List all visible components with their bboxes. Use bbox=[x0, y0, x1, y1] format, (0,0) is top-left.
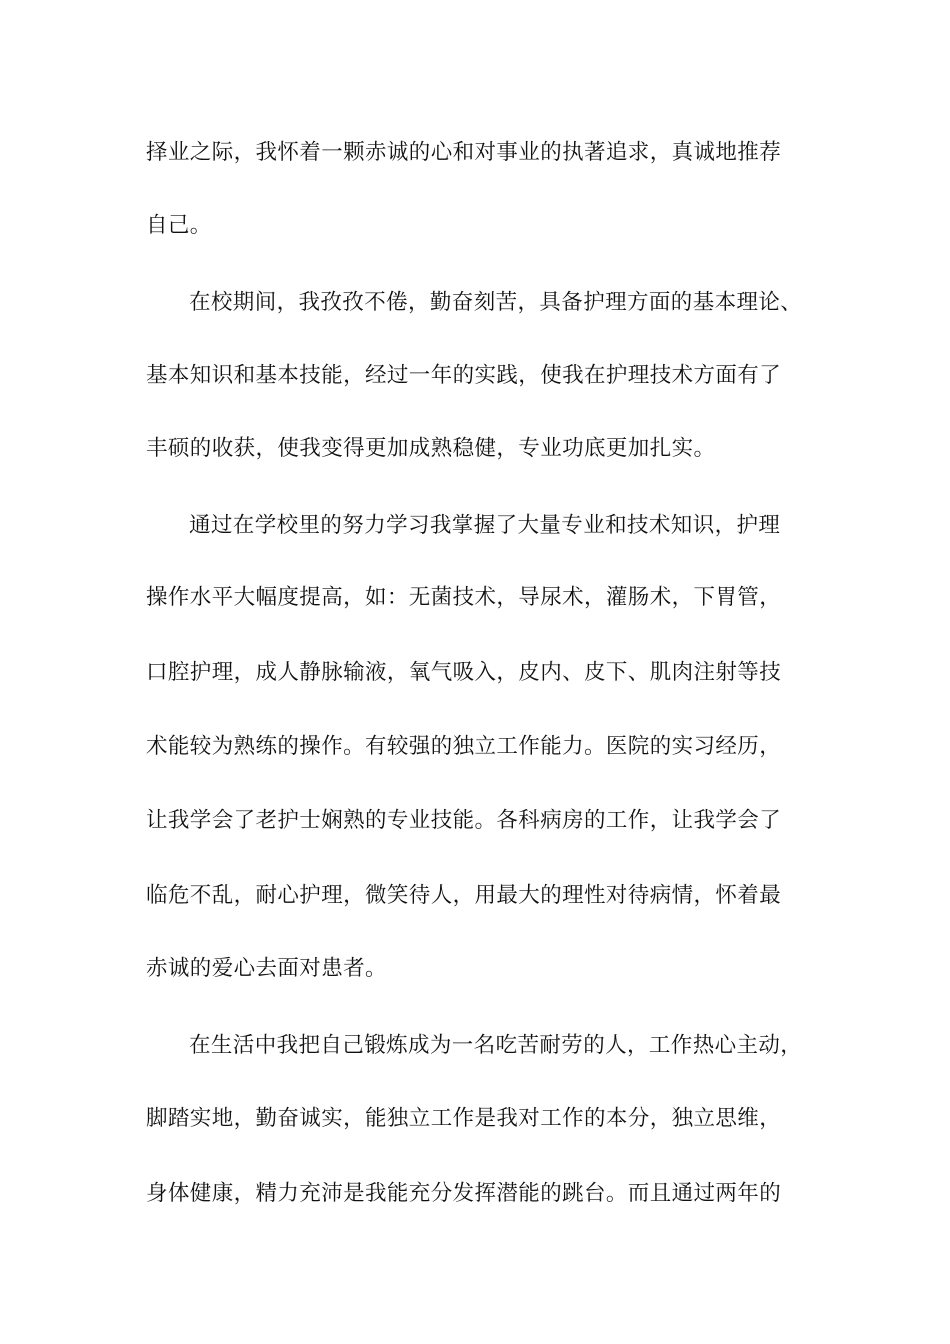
paragraph-1-line-2: 自己。 bbox=[146, 213, 212, 238]
paragraph-3-line-3: 口腔护理，成人静脉输液，氧气吸入，皮内、皮下、肌肉注射等技 bbox=[146, 660, 782, 685]
paragraph-3-line-6: 临危不乱，耐心护理，微笑待人，用最大的理性对待病情，怀着最 bbox=[146, 883, 782, 908]
paragraph-3-line-1: 通过在学校里的努力学习我掌握了大量专业和技术知识，护理 bbox=[189, 513, 781, 538]
paragraph-2-line-1: 在校期间，我孜孜不倦，勤奋刻苦，具备护理方面的基本理论、 bbox=[189, 290, 803, 315]
paragraph-3-line-4: 术能较为熟练的操作。有较强的独立工作能力。医院的实习经历， bbox=[146, 734, 782, 759]
paragraph-3-line-5: 让我学会了老护士娴熟的专业技能。各科病房的工作，让我学会了 bbox=[146, 808, 782, 833]
paragraph-3-line-7: 赤诚的爱心去面对患者。 bbox=[146, 956, 387, 981]
paragraph-2-line-3: 丰硕的收获，使我变得更加成熟稳健，专业功底更加扎实。 bbox=[146, 436, 716, 461]
paragraph-2-line-2: 基本知识和基本技能，经过一年的实践，使我在护理技术方面有了 bbox=[146, 363, 782, 388]
paragraph-4-line-1: 在生活中我把自己锻炼成为一名吃苦耐劳的人，工作热心主动， bbox=[189, 1033, 803, 1058]
paragraph-3-line-2: 操作水平大幅度提高，如：无菌技术，导尿术，灌肠术，下胃管， bbox=[146, 585, 782, 610]
paragraph-4-line-2: 脚踏实地，勤奋诚实，能独立工作是我对工作的本分，独立思维， bbox=[146, 1106, 782, 1131]
paragraph-1-line-1: 择业之际，我怀着一颗赤诚的心和对事业的执著追求，真诚地推荐 bbox=[146, 140, 782, 165]
paragraph-4-line-3: 身体健康，精力充沛是我能充分发挥潜能的跳台。而且通过两年的 bbox=[146, 1181, 782, 1206]
